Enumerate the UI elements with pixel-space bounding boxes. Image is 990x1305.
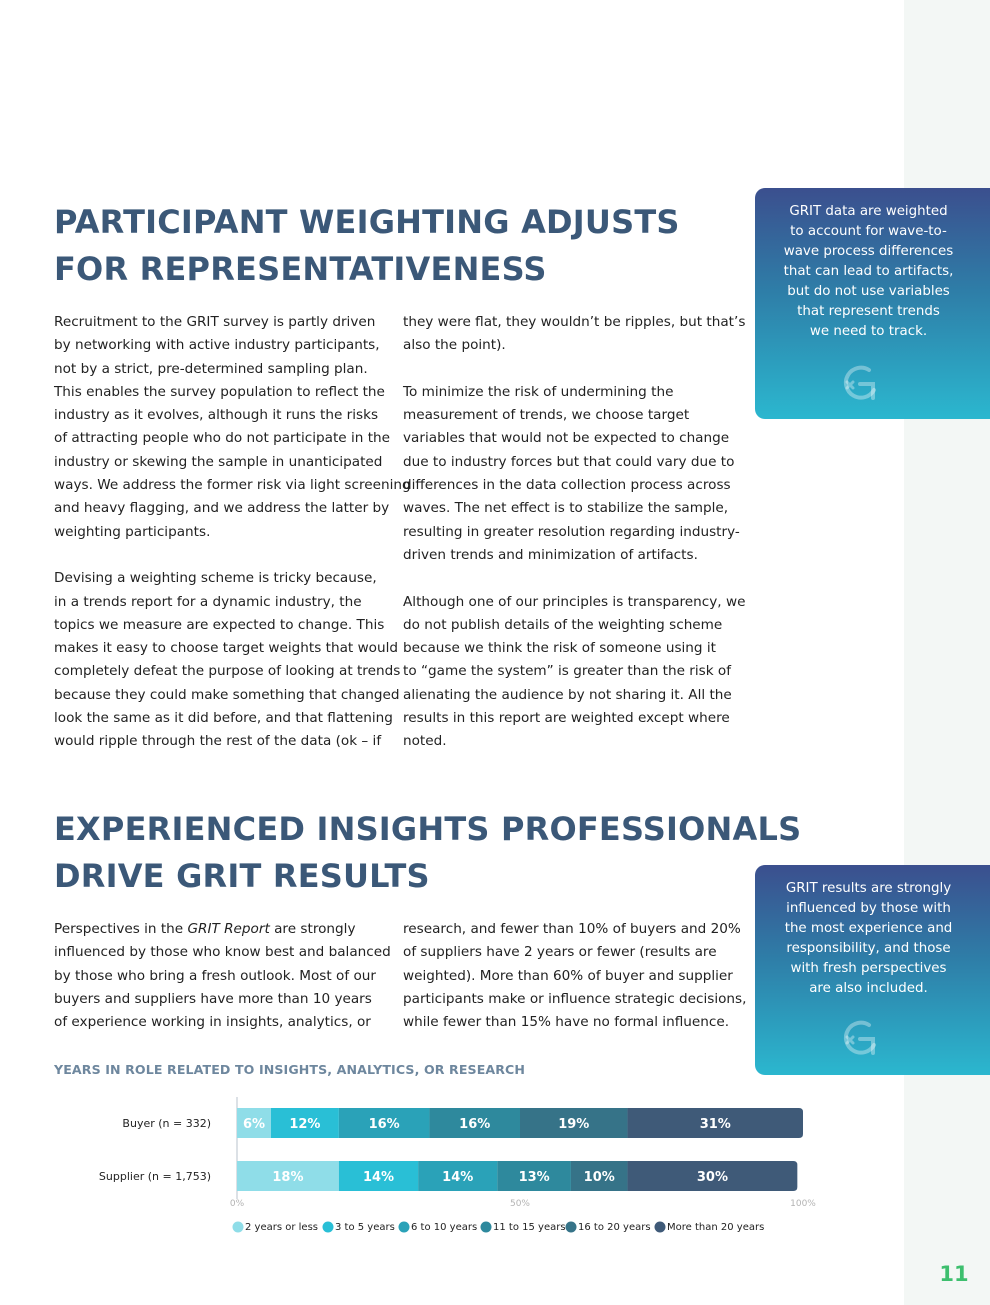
heading-line: DRIVE GRIT RESULTS — [54, 857, 430, 895]
data-label: 30% — [696, 1170, 729, 1185]
legend-swatch — [566, 1222, 577, 1233]
paragraph-line: that represent trends — [797, 304, 940, 319]
paragraph-line: industry as it evolves, although it runs the risks — [54, 407, 379, 424]
paragraph-line: Recruitment to the GRIT survey is partly driven — [54, 314, 376, 330]
paragraph-line: buyers and suppliers have more than 10 years — [54, 990, 372, 1007]
paragraph-line: Devising a weighting scheme is tricky because, — [54, 570, 377, 587]
body-column-right-2 — [403, 918, 747, 1034]
report-title-italic: GRIT Report — [187, 921, 270, 937]
paragraph-line: noted. — [403, 733, 447, 750]
paragraph-line: topics we measure are expected to change. This — [54, 616, 385, 633]
paragraph-line: while fewer than 15% have no formal influence. — [403, 1014, 730, 1031]
callout-box-experience — [755, 865, 990, 1075]
paragraph-line: do not publish details of the weighting scheme — [403, 616, 723, 633]
paragraph-line: we need to track. — [809, 324, 928, 339]
paragraph-line: to “game the system” is greater than the risk of — [403, 663, 732, 680]
paragraph-break — [403, 567, 735, 590]
paragraph-line: wave process differences — [783, 244, 954, 259]
paragraph-line: by networking with active industry participants, — [54, 337, 380, 354]
section-heading-weighting — [54, 199, 680, 293]
paragraph-line: due to industry forces but that could vary due to — [403, 453, 735, 470]
paragraph-line: in a trends report for a dynamic industry, the — [54, 593, 362, 610]
legend-label: More than 20 years — [667, 1222, 765, 1233]
paragraph-line: ways. We address the former risk via light screening — [54, 477, 411, 494]
paragraph-line: to account for wave-to- — [790, 224, 947, 239]
legend-label: 6 to 10 years — [411, 1222, 478, 1233]
paragraph-line: the most experience and — [784, 921, 953, 936]
x-tick-label: 50% — [509, 1199, 531, 1209]
body-column-right — [403, 311, 746, 754]
legend-label: 2 years or less — [245, 1222, 318, 1233]
paragraph-line: completely defeat the purpose of looking at trends — [54, 663, 401, 680]
text-run: Perspectives in the — [54, 921, 188, 937]
legend-swatch — [233, 1222, 244, 1233]
legend-label: 16 to 20 years — [578, 1222, 651, 1233]
paragraph-line: influenced by those with — [786, 901, 951, 916]
paragraph-line — [54, 918, 386, 941]
data-label: 16% — [459, 1117, 491, 1132]
paragraph-line: of suppliers have 2 years or fewer (results are — [403, 944, 717, 961]
paragraph-line: and heavy flagging, and we address the latter by — [54, 500, 390, 517]
data-label: 14% — [362, 1170, 395, 1185]
category-label: Buyer (n = 332) — [122, 1117, 211, 1130]
paragraph-line: makes it easy to choose target weights that would — [54, 640, 399, 657]
paragraph-line: GRIT results are strongly — [785, 881, 952, 896]
paragraph-line: measurement of trends, we choose target — [403, 407, 690, 424]
legend-label: 3 to 5 years — [335, 1222, 395, 1233]
paragraph-line: influenced by those who know best and balanced — [54, 944, 391, 961]
legend-swatch — [655, 1222, 666, 1233]
paragraph-line: that can lead to artifacts, — [783, 264, 954, 279]
x-tick-label: 100% — [790, 1199, 816, 1209]
legend-swatch — [399, 1222, 410, 1233]
callout-box-weighting — [755, 188, 990, 419]
data-label: 10% — [583, 1170, 615, 1185]
paragraph-break — [54, 544, 386, 567]
x-tick-label: 0% — [229, 1199, 245, 1209]
paragraph-line: results in this report are weighted except where — [403, 710, 730, 727]
paragraph-line: weighting participants. — [54, 523, 211, 540]
legend-label: 11 to 15 years — [493, 1222, 566, 1233]
data-label: 12% — [289, 1117, 321, 1132]
heading-line: PARTICIPANT WEIGHTING ADJUSTS — [54, 203, 680, 241]
paragraph-line: To minimize the risk of undermining the — [403, 383, 674, 400]
paragraph-line: industry or skewing the sample in unanticipated — [54, 453, 383, 470]
chart-title: YEARS IN ROLE RELATED TO INSIGHTS, ANALYTICS, OR RESEARCH — [54, 1062, 526, 1077]
paragraph-line: weighted). More than 60% of buyer and supplier — [403, 967, 733, 984]
data-label: 16% — [368, 1117, 400, 1132]
paragraph-line: they were flat, they wouldn’t be ripples, but that’s — [403, 314, 746, 330]
data-label: 6% — [242, 1117, 266, 1132]
paragraph-line: research, and fewer than 10% of buyers and 20% — [403, 921, 741, 937]
stacked-bar-chart — [0, 1095, 900, 1245]
paragraph-break — [403, 358, 735, 381]
body-column-left — [54, 311, 411, 754]
legend-swatch — [481, 1222, 492, 1233]
paragraph-line: would ripple through the rest of the data (ok – if — [54, 733, 382, 750]
category-label: Supplier (n = 1,753) — [98, 1170, 211, 1183]
paragraph-line: GRIT data are weighted — [789, 204, 948, 219]
paragraph-line: of attracting people who do not participate in the — [54, 430, 391, 447]
paragraph-line: differences in the data collection process across — [403, 477, 731, 494]
paragraph-line: with fresh perspectives — [790, 961, 947, 976]
paragraph-line: but do not use variables — [787, 284, 950, 299]
grit-logo-icon — [839, 362, 881, 406]
text-run: are strongly — [269, 921, 356, 937]
data-label: 13% — [518, 1170, 550, 1185]
paragraph-line: of experience working in insights, analytics, or — [54, 1014, 371, 1031]
paragraph-line: Although one of our principles is transparency, we — [403, 593, 746, 610]
page-number: 11 — [939, 1262, 969, 1286]
paragraph-line: driven trends and minimization of artifacts. — [403, 546, 698, 563]
paragraph-line: are also included. — [809, 981, 928, 996]
paragraph-line: also the point). — [403, 337, 506, 354]
data-label: 31% — [699, 1117, 731, 1132]
grit-logo-icon — [839, 1017, 881, 1061]
paragraph-line: alienating the audience by not sharing it. All the — [403, 686, 732, 703]
heading-line: FOR REPRESENTATIVENESS — [54, 250, 547, 288]
paragraph-line: by those who bring a fresh outlook. Most of our — [54, 967, 376, 984]
paragraph-line: waves. The net effect is to stabilize the sample, — [403, 500, 729, 517]
paragraph-line: This enables the survey population to reflect the — [54, 383, 385, 400]
paragraph-line: responsibility, and those — [786, 941, 951, 956]
paragraph-line: resulting in greater resolution regarding industry- — [403, 523, 740, 540]
data-label: 18% — [272, 1170, 304, 1185]
paragraph-line: look the same as it did before, and that flattening — [54, 710, 393, 727]
paragraph-line: variables that would not be expected to change — [403, 430, 730, 447]
body-column-left-2 — [54, 918, 391, 1034]
heading-line: EXPERIENCED INSIGHTS PROFESSIONALS — [54, 810, 802, 848]
paragraph-line: because we think the risk of someone using it — [403, 640, 716, 657]
data-label: 19% — [558, 1117, 590, 1132]
data-label: 14% — [442, 1170, 474, 1185]
section-heading-experience — [54, 806, 801, 900]
paragraph-line: participants make or influence strategic decisions, — [403, 990, 747, 1007]
paragraph-line: because they could make something that changed — [54, 686, 400, 703]
legend-swatch — [323, 1222, 334, 1233]
paragraph-line: not by a strict, pre-determined sampling plan. — [54, 360, 368, 377]
